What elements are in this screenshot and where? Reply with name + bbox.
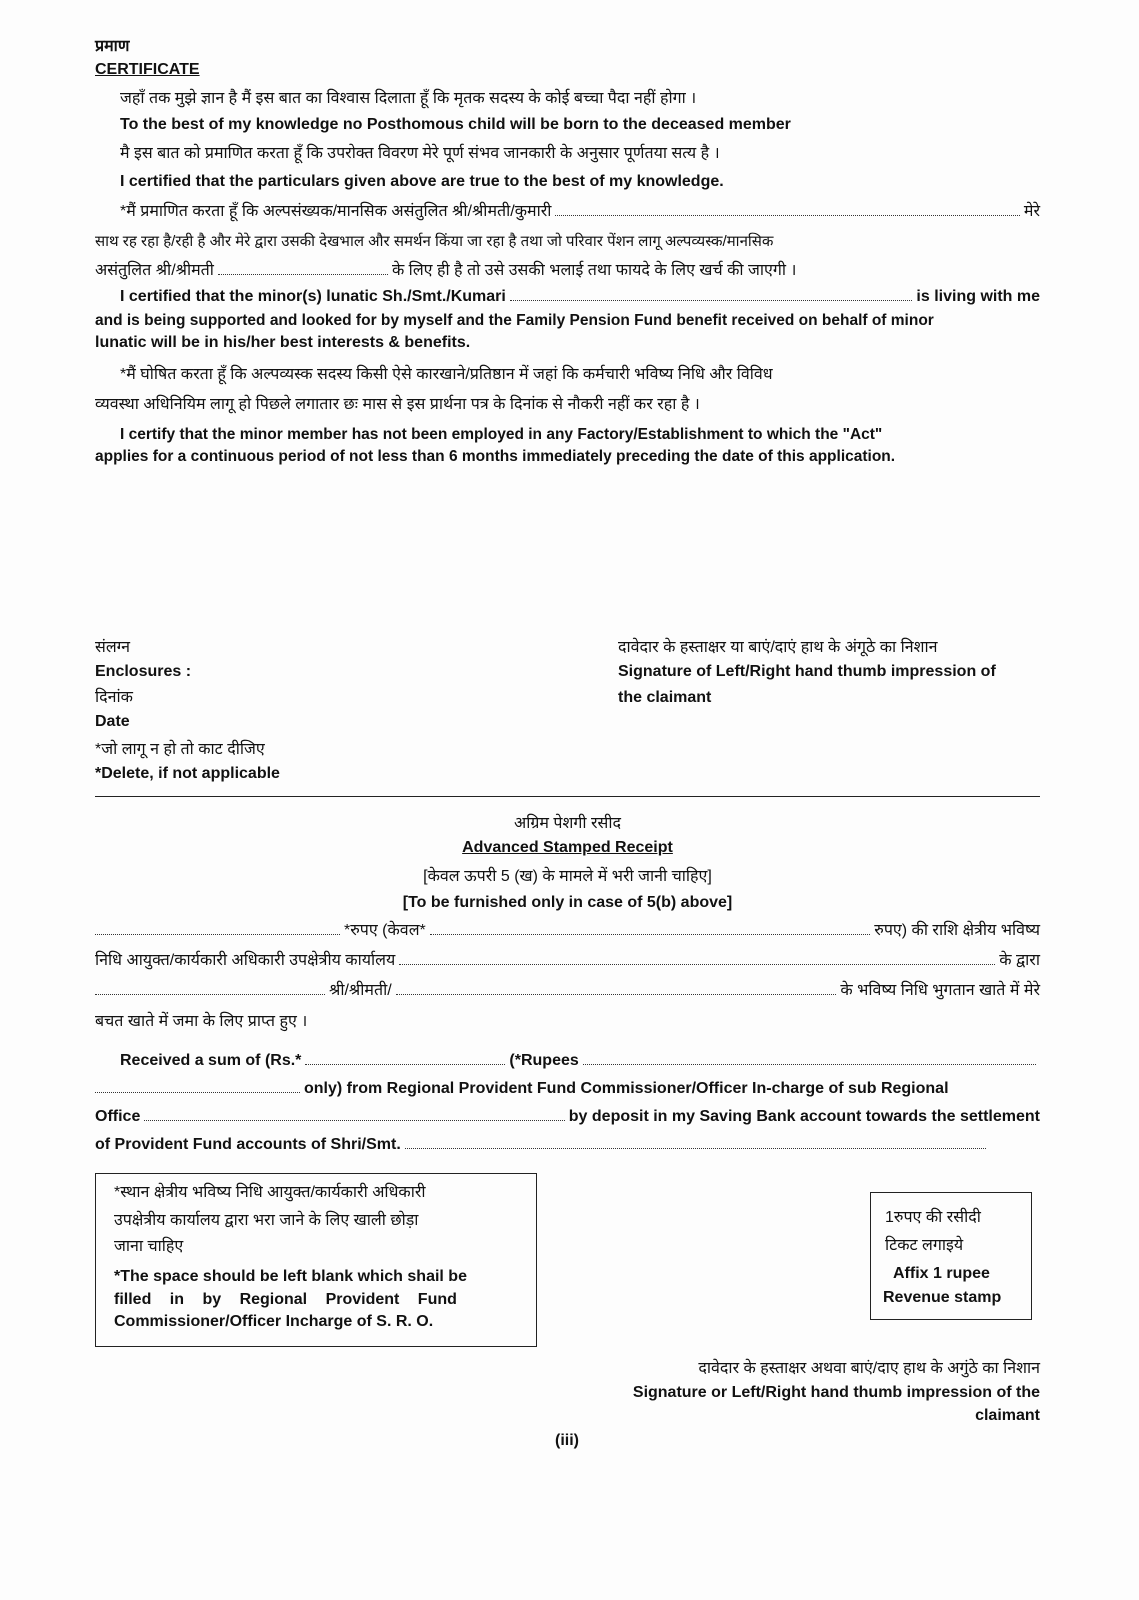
office-use-box <box>95 1173 537 1347</box>
text: के लिए ही है तो उसे उसकी भलाई तथा फायदे के लिए खर्च की जाएगी । <box>391 262 797 279</box>
delete-note: *Delete, if not applicable <box>95 765 280 782</box>
text: जाना चाहिए <box>114 1238 184 1255</box>
blank-field[interactable] <box>396 982 837 995</box>
certificate-heading: CERTIFICATE <box>95 61 200 78</box>
text: श्री/श्रीमती/ <box>329 982 392 999</box>
text: उपक्षेत्रीय कार्यालय द्वारा भरा जाने के लिए खाली छोड़ा <box>114 1212 419 1229</box>
text: निधि आयुक्त/कार्यकारी अधिकारी उपक्षेत्रीय कार्यालय <box>95 952 396 969</box>
text: के भविष्य निधि भुगतान खाते में मेरे <box>840 982 1040 999</box>
text: filled in by Regional Provident Fund <box>114 1291 457 1308</box>
receipt-title-hindi: अग्रिम पेशगी रसीद <box>514 815 621 832</box>
p4-hindi-line2: व्यवस्था अधिनियिम लागू हो पिछले लगातार छः मास से इस प्रार्थना पत्र के दिनांक से नौकरी नहीं कर रहा है । <box>95 396 700 413</box>
text: Affix 1 rupee <box>893 1265 990 1282</box>
divider <box>95 796 1040 797</box>
text: *स्थान क्षेत्रीय भविष्य निधि आयुक्त/कार्यकारी अधिकारी <box>114 1184 426 1201</box>
text: is living with me <box>916 288 1040 305</box>
blank-field[interactable] <box>555 203 1019 216</box>
final-signature-hindi: दावेदार के हस्ताक्षर अथवा बाएं/दाए हाथ के अगुंठे का निशान <box>698 1360 1040 1377</box>
text: Office <box>95 1108 141 1125</box>
enclosures-hindi: संलग्न <box>95 639 131 656</box>
text: only) from Regional Provident Fund Commissioner/Officer In-charge of sub Regional <box>304 1080 949 1097</box>
text: I certified that the minor(s) lunatic Sh./Smt./Kumari <box>120 288 506 305</box>
text: *रुपए (केवल* <box>344 922 426 939</box>
text: Commissioner/Officer Incharge of S. R. O. <box>114 1313 434 1330</box>
p1-english: To the best of my knowledge no Posthomous child will be born to the deceased member <box>120 116 791 133</box>
text: Revenue stamp <box>883 1289 1002 1306</box>
blank-field[interactable] <box>95 922 340 935</box>
text: असंतुलित श्री/श्रीमती <box>95 262 214 279</box>
revenue-stamp-box <box>870 1192 1032 1320</box>
text: of Provident Fund accounts of Shri/Smt. <box>95 1136 401 1153</box>
receipt-hindi-line3 <box>95 980 1040 1002</box>
blank-field[interactable] <box>430 922 871 935</box>
receipt-english-line4 <box>95 1134 990 1156</box>
p3-hindi-line2: साथ रह रहा है/रही है और मेरे द्वारा उसकी देखभाल और समर्थन किंया जा रहा है तथा जो परिवार पेंशन लागू अल्पव्यस्क/मानसिक <box>95 233 774 250</box>
p3-english-line3: lunatic will be in his/her best interests & benefits. <box>95 334 471 351</box>
receipt-english-line3 <box>95 1106 1040 1128</box>
blank-field[interactable] <box>95 982 325 995</box>
text: by deposit in my Saving Bank account towards the settlement <box>568 1108 1040 1125</box>
text: *The space should be left blank which shail be <box>114 1268 467 1285</box>
p4-english-line2: applies for a continuous period of not less than 6 months immediately preceding the date of this application. <box>95 448 896 465</box>
receipt-title: Advanced Stamped Receipt <box>462 839 673 856</box>
p3-hindi-line1 <box>120 201 1040 223</box>
p4-hindi-line1: *मैं घोषित करता हूँ कि अल्पव्यस्क सदस्य किसी ऐसे कारखाने/प्रतिष्ठान में जहां कि कर्मचारी भविष्य निधि और विविध <box>120 366 773 383</box>
delete-note-hindi: *जो लागू न हो तो काट दीजिए <box>95 741 265 758</box>
p2-hindi: मै इस बात को प्रमाणित करता हूँ कि उपरोक्त विवरण मेरे पूर्ण संभव जानकारी के अनुसार पूर्णतया सत्य है । <box>120 145 720 162</box>
p3-english-line1 <box>120 286 1040 308</box>
date-hindi: दिनांक <box>95 689 133 706</box>
claimant-signature-label-2: the claimant <box>618 689 712 706</box>
text: *मैं प्रमाणित करता हूँ कि अल्पसंख्यक/मानसिक असंतुलित श्री/श्रीमती/कुमारी <box>120 203 552 220</box>
final-signature-label-2: claimant <box>975 1407 1040 1424</box>
date-label: Date <box>95 713 130 730</box>
page-number: (iii) <box>555 1432 579 1449</box>
p3-hindi-line3 <box>95 260 1040 282</box>
blank-field[interactable] <box>405 1136 986 1149</box>
receipt-note-hindi: [केवल ऊपरी 5 (ख) के मामले में भरी जानी चाहिए] <box>423 868 712 885</box>
claimant-signature-label: Signature of Left/Right hand thumb impression of <box>618 663 996 680</box>
enclosures-label: Enclosures : <box>95 663 192 680</box>
text: Received a sum of (Rs.* <box>120 1052 302 1069</box>
p3-english-line2: and is being supported and looked for by myself and the Family Pension Fund benefit received on behalf of minor <box>95 312 934 329</box>
receipt-english-line1 <box>120 1050 1040 1072</box>
receipt-hindi-line2 <box>95 950 1040 972</box>
blank-field[interactable] <box>399 952 995 965</box>
text: टिकट लगाइये <box>885 1237 964 1254</box>
p1-hindi: जहाँ तक मुझे ज्ञान है मैं इस बात का विश्वास दिलाता हूँ कि मृतक सदस्य के कोई बच्चा पैदा नहीं होगा । <box>120 90 697 107</box>
text: 1रुपए की रसीदी <box>885 1209 981 1226</box>
blank-field[interactable] <box>305 1052 505 1065</box>
receipt-hindi-line1 <box>95 920 1040 942</box>
p4-english-line1: I certify that the minor member has not been employed in any Factory/Establishment to which the "Act" <box>120 426 883 443</box>
blank-field[interactable] <box>95 1080 300 1093</box>
text: रुपए) की राशि क्षेत्रीय भविष्य <box>874 922 1040 939</box>
blank-field[interactable] <box>218 262 388 275</box>
blank-field[interactable] <box>510 288 913 301</box>
blank-field[interactable] <box>583 1052 1036 1065</box>
receipt-hindi-line4: बचत खाते में जमा के लिए प्राप्त हुए । <box>95 1013 308 1030</box>
receipt-note: [To be furnished only in case of 5(b) above] <box>402 894 733 911</box>
claimant-signature-hindi: दावेदार के हस्ताक्षर या बाएं/दाएं हाथ के अंगूठे का निशान <box>618 639 938 656</box>
p2-english: I certified that the particulars given above are true to the best of my knowledge. <box>120 173 724 190</box>
text: मेरे <box>1023 203 1040 220</box>
text: (*Rupees <box>509 1052 579 1069</box>
final-signature-label: Signature or Left/Right hand thumb impression of the <box>632 1384 1040 1401</box>
blank-field[interactable] <box>144 1108 564 1121</box>
receipt-english-line2 <box>95 1078 1040 1100</box>
hindi-heading: प्रमाण <box>95 38 130 55</box>
text: के द्वारा <box>999 952 1040 969</box>
